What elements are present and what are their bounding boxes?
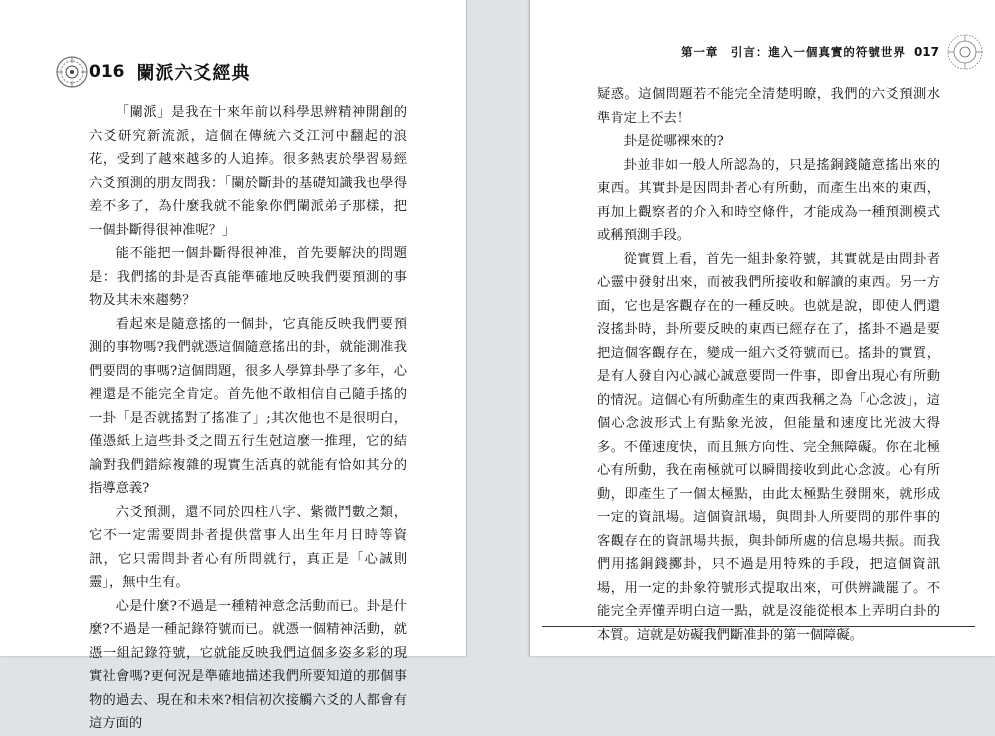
paragraph: 能不能把一個卦斷得很神准，首先要解決的問題是：我們搖的卦是否真能準確地反映我們要預測的事物及其未來趨勢？ [89, 246, 407, 308]
paragraph: 卦是從哪裸來的? [623, 134, 724, 149]
paragraph: 六爻預測，還不同於四柱八字、紫微鬥數之類，它不一定需要問卦者提供當事人出生年月日時等資訊，它只需問卦者心有所問就行，真正是「心誠則靈」，無中生有。 [89, 504, 407, 590]
paragraph: 從實質上看，首先一組卦象符號，其實就是由問卦者心靈中發射出來，而被我們所接收和解讀的東西。另一方面，它也是客觀存在的一種反映。也就是說，即使人們還沒搖卦時，卦所要反映的東西已經存在了，搖卦不過是要把這個客觀存在，變成一組六爻符號而已。搖卦的實質，是有人發自內心誠心誠意要問一件事，即會出現心有所動的情況。這個心有所動產生的東西我稱之為「心念波」，這個心念波形式上有點象光波，但能量和速度比光波大得多。不僅速度快，而且無方向性、完全無障礙。你在北極心有所動，我在南極就可以瞬間接收到此心念波。心有所動，即產生了一個太極點，由此太極點生發開來，就形成一定的資訊場。這個資訊場，與問卦人所要問的那件事的客觀存在的資訊場共振，與卦師所處的信息場共振。而我們用搖銅錢擲卦，只不過是用特殊的手段，把這個資訊場，用一定的卦象符號形式提取出來，可供辨識罷了。不能完全弄懂弄明白這一點，就是沒能從根本上弄明白卦的本質。這就是妨礙我們斷准卦的第一個障礙。 [597, 251, 940, 643]
paragraph: 心是什麼?不過是一種精神意念活動而已。卦是什麼?不過是一種記錄符號而已。就憑一個精神活動，就憑一組記錄符號，它就能反映我們這個多姿多彩的現實社會嗎?更何況是準確地描述我們所要知道的那個事物的過去、現在和未來?相信初次接觸六爻的人都會有這方面的 [89, 598, 407, 731]
right-page-body [597, 83, 940, 647]
chapter-label: 第一章 引言：進入一個真實的符號世界 [680, 45, 906, 59]
page-number: 016 [89, 62, 125, 82]
paragraph: 卦並非如一般人所認為的，只是搖銅錢隨意搖出來的東西。其實卦是因問卦者心有所動，而產生出來的東西，再加上觀察者的介入和時空條件，才能成為一種預測模式或稱預測手段。 [597, 157, 940, 243]
page-number: 017 [913, 45, 939, 59]
floral-ornament-icon [945, 32, 985, 72]
page-gap [467, 0, 528, 656]
left-page [0, 0, 467, 731]
left-page-body [89, 101, 407, 736]
paragraph: 「闌派」是我在十來年前以科學思辨精神開創的六爻研究新流派，這個在傳統六爻江河中翻起的浪花，受到了越來越多的人追捧。很多熱衷於學習易經六爻預測的朋友問我：「闌於斷卦的基礎知識我也學得差不多了，為什麼我就不能象你們闌派弟子那樣，把一個卦斷得很神准呢？」 [89, 105, 407, 238]
left-page-header [55, 50, 251, 94]
book-title: 闌派六爻經典 [136, 63, 251, 84]
paragraph: 看起來是隨意搖的一個卦，它真能反映我們要預測的事物嗎?我們就憑這個隨意搖出的卦，就能測准我們要問的事嗎?這個問題，很多人學算卦學了多年，心裡還是不能完全肯定。首先他不敢相信自己隨手搖的一卦「是否就搖對了搖准了」;其次他也不是很明白，僅憑紙上這些卦爻之間五行生尅這麼一推理，它的結論對我們錯綜複雜的現實生活真的就能有恰如其分的指導意義? [89, 316, 407, 496]
floral-ornament-icon [55, 55, 89, 89]
footer-rule [542, 626, 975, 627]
paragraph: 疑惑。這個問題若不能完全清楚明瞭，我們的六爻預測水準肯定上不去！ [597, 87, 940, 126]
right-page [529, 0, 995, 656]
right-page-header [681, 28, 985, 76]
